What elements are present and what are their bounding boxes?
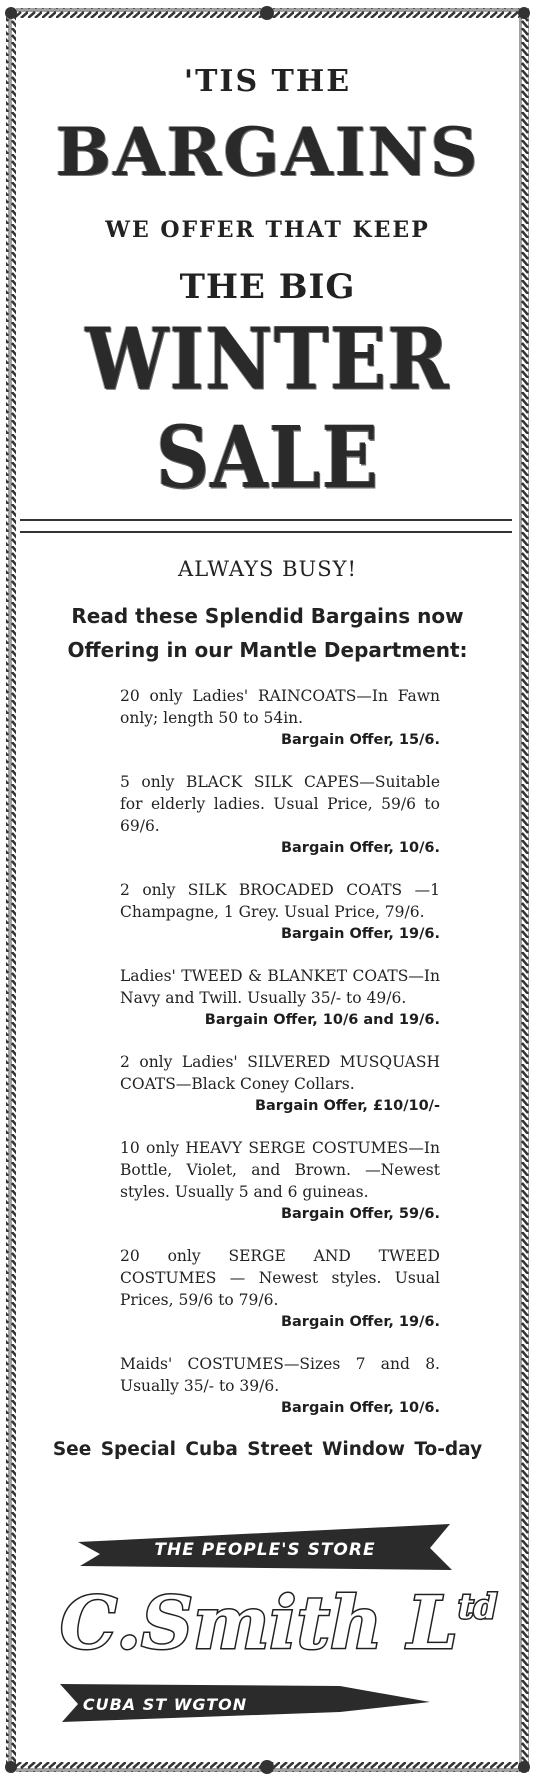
- item-description: 20 only Ladies' RAINCOATS—In Fawn only; length 50 to 54in.: [120, 687, 440, 727]
- item-offer: Bargain Offer, 19/6.: [280, 1314, 440, 1330]
- store-name-main: C.Smith L: [60, 1580, 458, 1665]
- item-description: Maids' COSTUMES—Sizes 7 and 8. Usually 35/- to 39/6.: [120, 1355, 440, 1395]
- item-description: 5 only BLACK SILK CAPES—Suitable for elderly ladies. Usual Price, 59/6 to 69/6.: [120, 773, 440, 835]
- headline-tis-the: 'TIS THE: [183, 64, 352, 99]
- intro-line-2: Offering in our Mantle Department:: [67, 638, 468, 662]
- item-offer: Bargain Offer, £10/10/-: [254, 1098, 440, 1114]
- item-offer: Bargain Offer, 59/6.: [280, 1206, 440, 1222]
- item-offer: Bargain Offer, 15/6.: [280, 732, 440, 748]
- item-offer: Bargain Offer, 10/6.: [280, 1400, 440, 1416]
- store-name: [60, 1580, 498, 1665]
- banner-bottom-text: CUBA ST WGTON: [82, 1695, 248, 1714]
- double-rule-divider: [20, 519, 512, 533]
- bargain-item: [120, 685, 440, 751]
- store-name-sup: td: [457, 1587, 498, 1627]
- intro-text: [24, 599, 511, 667]
- bargain-list: [120, 685, 440, 1419]
- banner-top-text: THE PEOPLE'S STORE: [154, 1540, 376, 1560]
- headline-we-offer: WE OFFER THAT KEEP: [105, 217, 430, 243]
- item-description: Ladies' TWEED & BLANKET COATS—In Navy and Twill. Usually 35/- to 49/6.: [120, 967, 440, 1007]
- headline-winter-sale: WINTER SALE: [85, 310, 450, 508]
- bargain-item: [120, 1245, 440, 1333]
- store-logo: [50, 1518, 498, 1730]
- headline-bargains: BARGAINS: [55, 113, 480, 191]
- bargain-item: [120, 1137, 440, 1225]
- bargain-item: [120, 1353, 440, 1419]
- window-note: See Special Cuba Street Window To-day: [52, 1439, 483, 1460]
- bargain-item: [120, 771, 440, 859]
- item-offer: Bargain Offer, 10/6.: [280, 840, 440, 856]
- always-busy: ALWAYS BUSY!: [178, 557, 357, 581]
- item-offer: Bargain Offer, 10/6 and 19/6.: [204, 1012, 440, 1028]
- item-description: 2 only SILK BROCADED COATS —1 Champagne, 1 Grey. Usual Price, 79/6.: [120, 881, 440, 921]
- item-description: 10 only HEAVY SERGE COSTUMES—In Bottle, Violet, and Brown. —Newest styles. Usually 5 and 6 guineas.: [120, 1139, 440, 1201]
- bargain-item: [120, 965, 440, 1031]
- bargain-item: [120, 879, 440, 945]
- headline-the-big: THE BIG: [179, 267, 356, 307]
- item-description: 2 only Ladies' SILVERED MUSQUASH COATS—Black Coney Collars.: [120, 1053, 440, 1093]
- item-description: 20 only SERGE AND TWEED COSTUMES — Newest styles. Usual Prices, 59/6 to 79/6.: [120, 1247, 440, 1309]
- item-offer: Bargain Offer, 19/6.: [280, 926, 440, 942]
- bargain-item: [120, 1051, 440, 1117]
- ad-body: [24, 40, 511, 1460]
- intro-line-1: Read these Splendid Bargains now: [71, 604, 464, 628]
